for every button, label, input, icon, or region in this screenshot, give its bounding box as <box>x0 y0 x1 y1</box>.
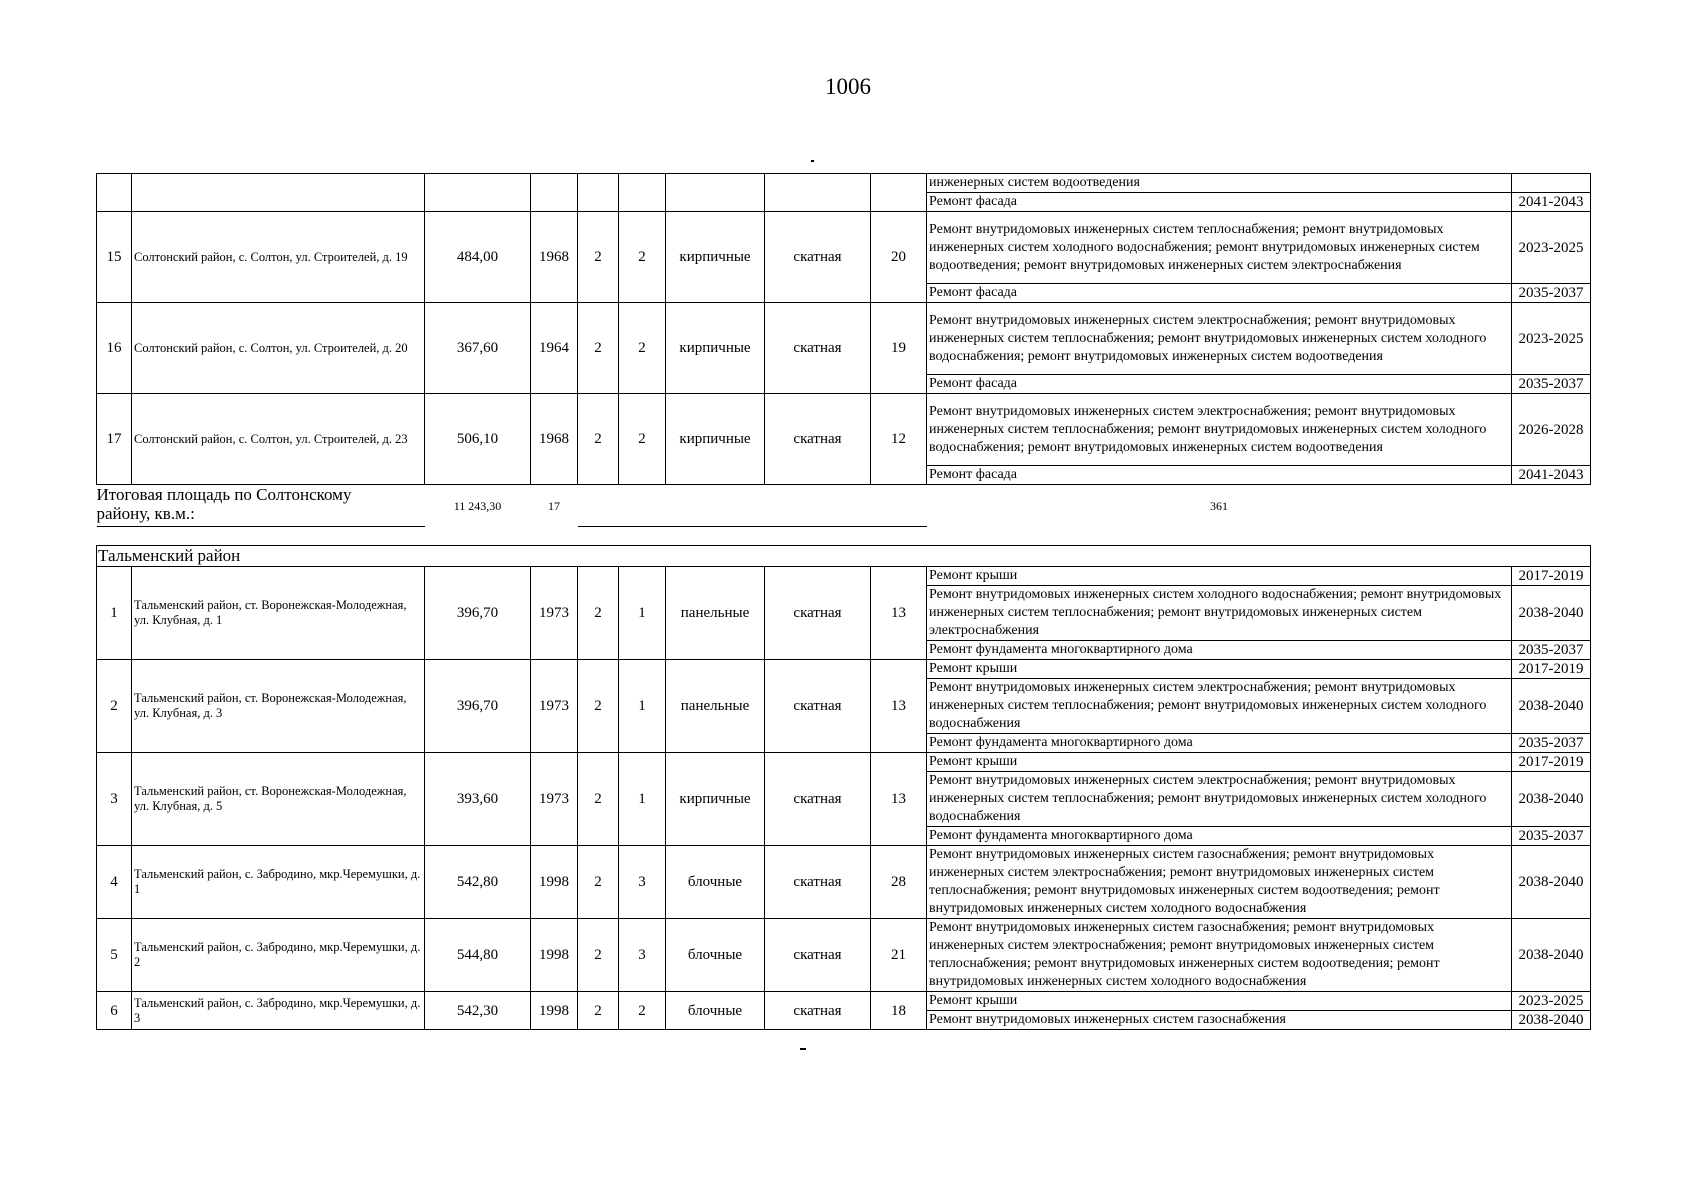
entrances: 2 <box>619 303 666 394</box>
address: Тальменский район, с. Забродино, мкр.Черемушки, д. 2 <box>132 919 425 992</box>
wall-material: блочные <box>666 919 765 992</box>
build-year: 1998 <box>531 846 578 919</box>
table-row <box>97 212 1591 284</box>
wall-material: блочные <box>666 846 765 919</box>
work-type: Ремонт внутридомовых инженерных систем электроснабжения; ремонт внутридомовых инженерных систем теплоснабжения; ремонт внутридомовых инженерных систем холодного водоснабжения <box>927 679 1512 734</box>
table-row <box>97 846 1591 919</box>
cell-roof <box>765 174 871 212</box>
scan-mark <box>800 1048 806 1050</box>
build-year: 1973 <box>531 567 578 660</box>
work-type: Ремонт внутридомовых инженерных систем холодного водоснабжения; ремонт внутридомовых инженерных систем теплоснабжения; ремонт внутридомовых инженерных систем электроснабжения <box>927 586 1512 641</box>
apartments: 21 <box>871 919 927 992</box>
work-period: 2023-2025 <box>1512 212 1591 284</box>
district-header-row <box>97 546 1591 567</box>
work-period: 2026-2028 <box>1512 394 1591 466</box>
work-type: Ремонт фундамента многоквартирного дома <box>927 641 1512 660</box>
wall-material: панельные <box>666 567 765 660</box>
work-period: 2038-2040 <box>1512 846 1591 919</box>
total-underline <box>578 485 927 527</box>
row-number: 16 <box>97 303 132 394</box>
entrances: 1 <box>619 660 666 753</box>
total-area: 542,30 <box>425 992 531 1030</box>
work-type: Ремонт крыши <box>927 567 1512 586</box>
work-type: Ремонт внутридомовых инженерных систем электроснабжения; ремонт внутридомовых инженерных систем теплоснабжения; ремонт внутридомовых инженерных систем холодного водоснабжения; ремонт внутридомовых инженерных систем водоотведения <box>927 303 1512 375</box>
work-type: Ремонт фундамента многоквартирного дома <box>927 734 1512 753</box>
roof-type: скатная <box>765 567 871 660</box>
work-period: 2023-2025 <box>1512 992 1591 1011</box>
work-period <box>1512 174 1591 193</box>
table-row <box>97 992 1591 1011</box>
work-period: 2038-2040 <box>1512 586 1591 641</box>
roof-type: скатная <box>765 846 871 919</box>
district-total-area: 11 243,30 <box>453 498 502 513</box>
table-row <box>97 394 1591 466</box>
apartments: 12 <box>871 394 927 485</box>
address: Тальменский район, ст. Воронежская-Молодежная, ул. Клубная, д. 3 <box>132 660 425 753</box>
wall-material: кирпичные <box>666 303 765 394</box>
total-blank <box>1512 485 1591 527</box>
table-row <box>97 753 1591 772</box>
floors: 2 <box>578 394 619 485</box>
row-number: 15 <box>97 212 132 303</box>
work-period: 2035-2037 <box>1512 284 1591 303</box>
wall-material: кирпичные <box>666 212 765 303</box>
entrances: 1 <box>619 567 666 660</box>
repair-program-table <box>96 173 1591 1030</box>
total-area: 393,60 <box>425 753 531 846</box>
cell-walls <box>666 174 765 212</box>
work-type: Ремонт крыши <box>927 753 1512 772</box>
cell-address <box>132 174 425 212</box>
work-period: 2041-2043 <box>1512 466 1591 485</box>
work-type: инженерных систем водоотведения <box>927 174 1512 193</box>
work-type: Ремонт внутридомовых инженерных систем теплоснабжения; ремонт внутридомовых инженерных систем холодного водоснабжения; ремонт внутридомовых инженерных систем водоотведения; ремонт внутридомовых инженерных систем электроснабжения <box>927 212 1512 284</box>
cell-floors <box>578 174 619 212</box>
work-type: Ремонт фасада <box>927 284 1512 303</box>
address: Солтонский район, с. Солтон, ул. Строителей, д. 20 <box>132 303 425 394</box>
row-number: 17 <box>97 394 132 485</box>
work-period: 2017-2019 <box>1512 660 1591 679</box>
work-period: 2038-2040 <box>1512 772 1591 827</box>
build-year: 1968 <box>531 394 578 485</box>
build-year: 1964 <box>531 303 578 394</box>
district-total-row <box>97 485 1591 527</box>
district-total-count: 17 <box>548 498 560 513</box>
table-body <box>97 174 1591 1030</box>
row-number: 1 <box>97 567 132 660</box>
work-type: Ремонт внутридомовых инженерных систем электроснабжения; ремонт внутридомовых инженерных систем теплоснабжения; ремонт внутридомовых инженерных систем холодного водоснабжения; ремонт внутридомовых инженерных систем водоотведения <box>927 394 1512 466</box>
apartments: 13 <box>871 660 927 753</box>
row-number: 2 <box>97 660 132 753</box>
work-type: Ремонт внутридомовых инженерных систем газоснабжения; ремонт внутридомовых инженерных систем электроснабжения; ремонт внутридомовых инженерных систем теплоснабжения; ремонт внутридомовых инженерных систем водоотведения; ремонт внутридомовых инженерных систем холодного водоснабжения <box>927 919 1512 992</box>
table-row <box>97 919 1591 992</box>
total-area: 484,00 <box>425 212 531 303</box>
address: Тальменский район, ст. Воронежская-Молодежная, ул. Клубная, д. 1 <box>132 567 425 660</box>
apartments: 18 <box>871 992 927 1030</box>
entrances: 2 <box>619 212 666 303</box>
cell-area <box>425 174 531 212</box>
work-period: 2017-2019 <box>1512 753 1591 772</box>
floors: 2 <box>578 212 619 303</box>
row-number: 3 <box>97 753 132 846</box>
build-year: 1998 <box>531 992 578 1030</box>
work-period: 2035-2037 <box>1512 641 1591 660</box>
district-total-label: Итоговая площадь по Солтонскому району, кв.м.: <box>97 485 425 527</box>
roof-type: скатная <box>765 212 871 303</box>
entrances: 3 <box>619 846 666 919</box>
entrances: 2 <box>619 394 666 485</box>
total-area: 396,70 <box>425 660 531 753</box>
build-year: 1973 <box>531 660 578 753</box>
row-number: 4 <box>97 846 132 919</box>
cell-apartments <box>871 174 927 212</box>
work-type: Ремонт внутридомовых инженерных систем электроснабжения; ремонт внутридомовых инженерных систем теплоснабжения; ремонт внутридомовых инженерных систем холодного водоснабжения <box>927 772 1512 827</box>
work-period: 2035-2037 <box>1512 375 1591 394</box>
apartments: 28 <box>871 846 927 919</box>
row-number: 6 <box>97 992 132 1030</box>
total-area: 506,10 <box>425 394 531 485</box>
build-year: 1998 <box>531 919 578 992</box>
address: Солтонский район, с. Солтон, ул. Строителей, д. 19 <box>132 212 425 303</box>
roof-type: скатная <box>765 992 871 1030</box>
floors: 2 <box>578 846 619 919</box>
floors: 2 <box>578 567 619 660</box>
work-period: 2035-2037 <box>1512 734 1591 753</box>
address: Тальменский район, с. Забродино, мкр.Черемушки, д. 1 <box>132 846 425 919</box>
work-type: Ремонт фасада <box>927 375 1512 394</box>
entrances: 1 <box>619 753 666 846</box>
floors: 2 <box>578 660 619 753</box>
cell-entrances <box>619 174 666 212</box>
roof-type: скатная <box>765 919 871 992</box>
apartments: 13 <box>871 567 927 660</box>
work-type: Ремонт крыши <box>927 992 1512 1011</box>
wall-material: кирпичные <box>666 753 765 846</box>
work-type: Ремонт фасада <box>927 193 1512 212</box>
total-area: 396,70 <box>425 567 531 660</box>
work-period: 2038-2040 <box>1512 919 1591 992</box>
floors: 2 <box>578 992 619 1030</box>
work-type: Ремонт внутридомовых инженерных систем газоснабжения; ремонт внутридомовых инженерных систем электроснабжения; ремонт внутридомовых инженерных систем теплоснабжения; ремонт внутридомовых инженерных систем водоотведения; ремонт внутридомовых инженерных систем холодного водоснабжения <box>927 846 1512 919</box>
floors: 2 <box>578 753 619 846</box>
work-period: 2041-2043 <box>1512 193 1591 212</box>
spacer-row <box>97 527 1591 546</box>
address: Солтонский район, с. Солтон, ул. Строителей, д. 23 <box>132 394 425 485</box>
floors: 2 <box>578 919 619 992</box>
table-row <box>97 303 1591 375</box>
wall-material: кирпичные <box>666 394 765 485</box>
work-type: Ремонт фундамента многоквартирного дома <box>927 827 1512 846</box>
build-year: 1973 <box>531 753 578 846</box>
row-number: 5 <box>97 919 132 992</box>
roof-type: скатная <box>765 753 871 846</box>
entrances: 3 <box>619 919 666 992</box>
cell-row-number <box>97 174 132 212</box>
total-area: 542,80 <box>425 846 531 919</box>
roof-type: скатная <box>765 394 871 485</box>
work-period: 2035-2037 <box>1512 827 1591 846</box>
roof-type: скатная <box>765 303 871 394</box>
wall-material: блочные <box>666 992 765 1030</box>
work-period: 2038-2040 <box>1512 679 1591 734</box>
work-type: Ремонт крыши <box>927 660 1512 679</box>
total-area: 367,60 <box>425 303 531 394</box>
table-row <box>97 567 1591 586</box>
work-period: 2017-2019 <box>1512 567 1591 586</box>
district-total-apartments: 361 <box>1210 498 1228 513</box>
address: Тальменский район, с. Забродино, мкр.Черемушки, д. 3 <box>132 992 425 1030</box>
entrances: 2 <box>619 992 666 1030</box>
apartments: 19 <box>871 303 927 394</box>
apartments: 20 <box>871 212 927 303</box>
work-type: Ремонт внутридомовых инженерных систем газоснабжения <box>927 1011 1512 1030</box>
total-area: 544,80 <box>425 919 531 992</box>
spacer <box>97 527 1591 546</box>
floors: 2 <box>578 303 619 394</box>
page-number: 1006 <box>825 74 871 99</box>
work-period: 2038-2040 <box>1512 1011 1591 1030</box>
apartments: 13 <box>871 753 927 846</box>
build-year: 1968 <box>531 212 578 303</box>
cell-year <box>531 174 578 212</box>
wall-material: панельные <box>666 660 765 753</box>
roof-type: скатная <box>765 660 871 753</box>
district-name: Тальменский район <box>97 546 1591 567</box>
work-type: Ремонт фасада <box>927 466 1512 485</box>
table-row <box>97 660 1591 679</box>
address: Тальменский район, ст. Воронежская-Молодежная, ул. Клубная, д. 5 <box>132 753 425 846</box>
table-row <box>97 174 1591 193</box>
scan-mark <box>811 160 814 162</box>
work-period: 2023-2025 <box>1512 303 1591 375</box>
